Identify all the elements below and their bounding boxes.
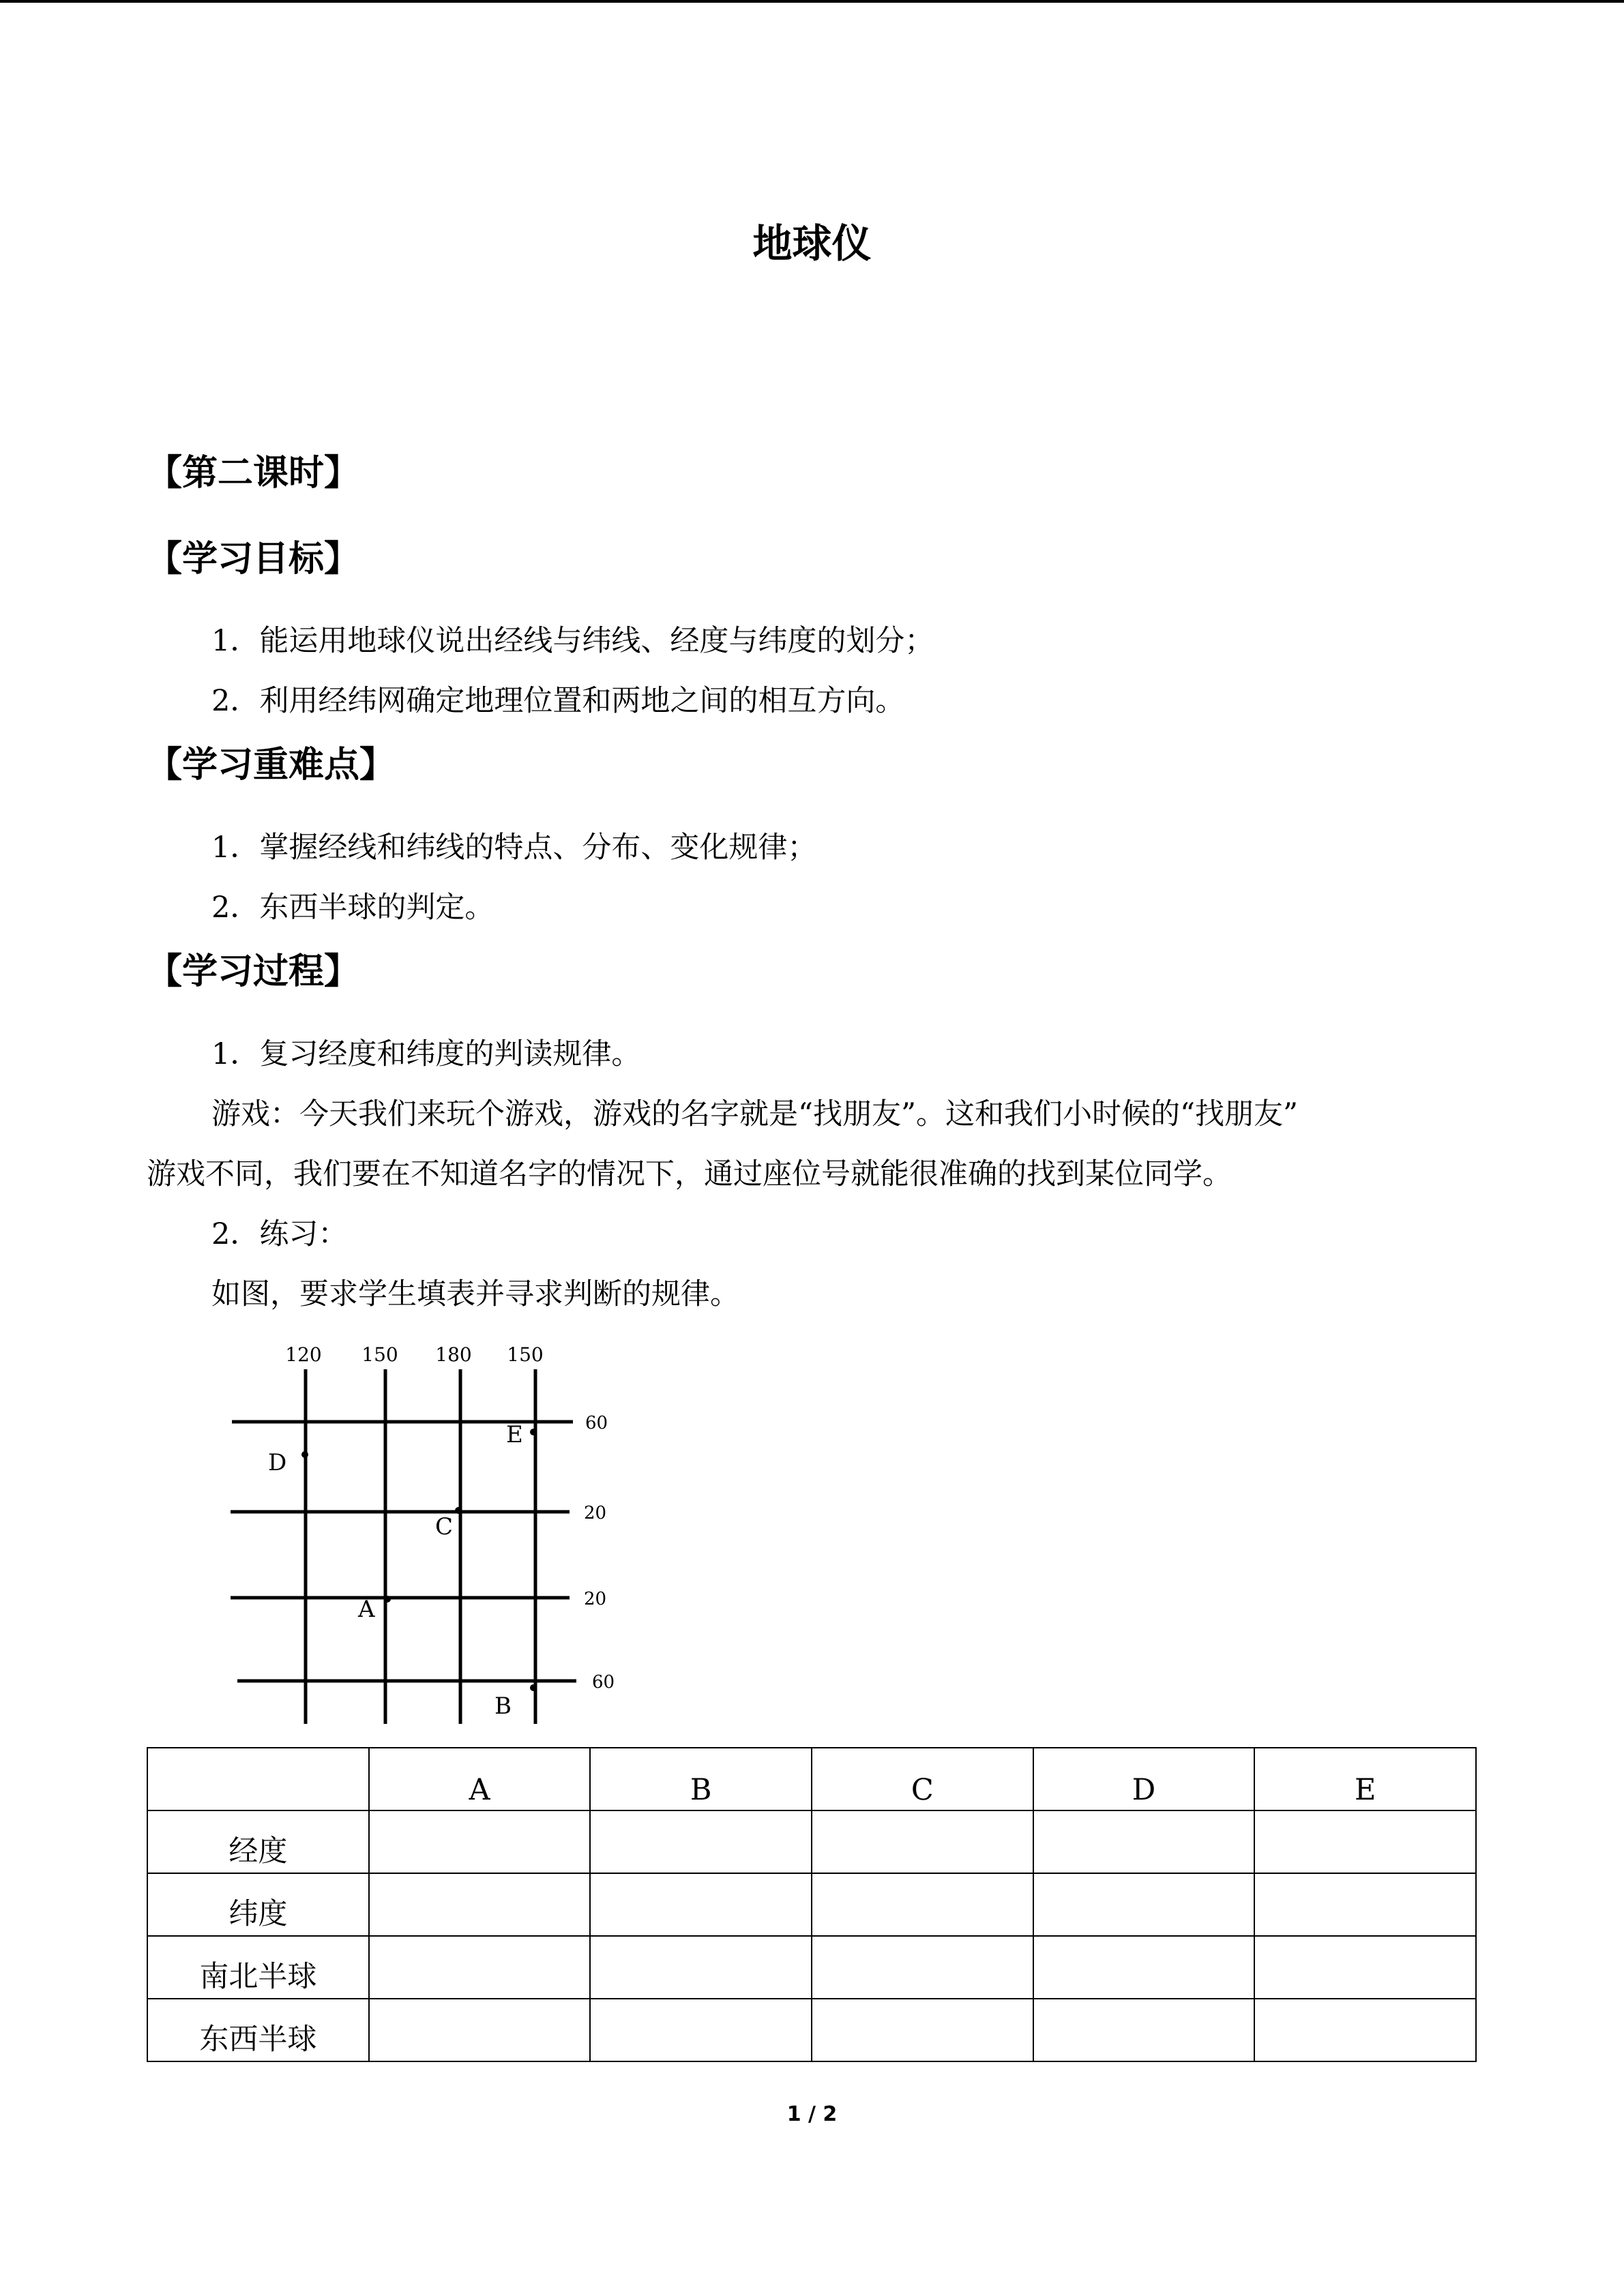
longitude-label: 150 bbox=[361, 1343, 398, 1366]
table-blank-cell[interactable] bbox=[1254, 1873, 1476, 1936]
table-row-label: 纬度 bbox=[147, 1873, 369, 1936]
table-blank-cell[interactable] bbox=[590, 1810, 812, 1873]
table-blank-cell[interactable] bbox=[1033, 1873, 1255, 1936]
table-blank-cell[interactable] bbox=[812, 1873, 1033, 1936]
table-corner-cell bbox=[147, 1748, 369, 1810]
key-point-item-2: 2．东西半球的判定。 bbox=[211, 891, 494, 925]
table-column-header: B bbox=[590, 1748, 812, 1810]
table-column-header: D bbox=[1033, 1748, 1255, 1810]
key-points-heading: 【学习重难点】 bbox=[147, 745, 396, 786]
table-blank-cell[interactable] bbox=[812, 1999, 1033, 2061]
page-number: 1 / 2 bbox=[786, 2102, 838, 2126]
table-blank-cell[interactable] bbox=[812, 1810, 1033, 1873]
table-column-header: C bbox=[812, 1748, 1033, 1810]
page-title: 地球仪 bbox=[752, 220, 872, 267]
point-marker-d bbox=[301, 1451, 308, 1458]
longitude-label: 180 bbox=[435, 1343, 472, 1366]
process-step-2: 2．练习： bbox=[211, 1217, 348, 1251]
objective-item-1: 1．能运用地球仪说出经线与纬线、经度与纬度的划分； bbox=[211, 624, 934, 658]
latitude-label: 20 bbox=[584, 1589, 607, 1609]
table-column-header: A bbox=[369, 1748, 591, 1810]
point-marker-a bbox=[384, 1596, 391, 1602]
page-top-border bbox=[0, 0, 1624, 3]
table-blank-cell[interactable] bbox=[590, 1873, 812, 1936]
game-description-line-2: 游戏不同，我们要在不知道名字的情况下，通过座位号就能很准确的找到某位同学。 bbox=[147, 1157, 1232, 1191]
table-blank-cell[interactable] bbox=[590, 1936, 812, 1999]
table-row-label: 东西半球 bbox=[147, 1999, 369, 2061]
point-label-b: B bbox=[494, 1693, 512, 1720]
process-step-1: 1．复习经度和纬度的判读规律。 bbox=[211, 1037, 641, 1071]
game-description-line-1: 游戏：今天我们来玩个游戏，游戏的名字就是“找朋友”。这和我们小时候的“找朋友” bbox=[211, 1097, 1298, 1131]
objective-item-2: 2．利用经纬网确定地理位置和两地之间的相互方向。 bbox=[211, 684, 905, 718]
exercise-instruction: 如图，要求学生填表并寻求判断的规律。 bbox=[211, 1277, 739, 1311]
point-marker-e bbox=[530, 1429, 537, 1435]
key-point-item-1: 1．掌握经线和纬线的特点、分布、变化规律； bbox=[211, 831, 817, 865]
objectives-heading: 【学习目标】 bbox=[147, 539, 360, 580]
process-heading: 【学习过程】 bbox=[147, 951, 360, 992]
latitude-label: 60 bbox=[592, 1672, 615, 1693]
point-label-d: D bbox=[268, 1449, 287, 1476]
table-blank-cell[interactable] bbox=[1033, 1810, 1255, 1873]
table-blank-cell[interactable] bbox=[812, 1936, 1033, 1999]
table-blank-cell[interactable] bbox=[1033, 1936, 1255, 1999]
point-marker-b bbox=[530, 1684, 537, 1691]
lat-long-grid-diagram bbox=[218, 1337, 641, 1732]
table-row bbox=[147, 1999, 1476, 2061]
longitude-label: 150 bbox=[507, 1343, 544, 1366]
point-label-a: A bbox=[358, 1596, 375, 1623]
table-row bbox=[147, 1873, 1476, 1936]
table-row-label: 经度 bbox=[147, 1810, 369, 1873]
table-blank-cell[interactable] bbox=[1254, 1999, 1476, 2061]
table-blank-cell[interactable] bbox=[1254, 1810, 1476, 1873]
table-row bbox=[147, 1810, 1476, 1873]
table-blank-cell[interactable] bbox=[369, 1999, 591, 2061]
table-blank-cell[interactable] bbox=[369, 1936, 591, 1999]
table-row bbox=[147, 1936, 1476, 1999]
point-marker-c bbox=[455, 1507, 462, 1514]
point-label-c: C bbox=[435, 1513, 454, 1540]
table-blank-cell[interactable] bbox=[1033, 1999, 1255, 2061]
table-blank-cell[interactable] bbox=[590, 1999, 812, 2061]
point-label-e: E bbox=[506, 1421, 523, 1448]
table-blank-cell[interactable] bbox=[369, 1873, 591, 1936]
fill-in-table bbox=[147, 1747, 1477, 2062]
table-blank-cell[interactable] bbox=[1254, 1936, 1476, 1999]
table-blank-cell[interactable] bbox=[369, 1810, 591, 1873]
longitude-label: 120 bbox=[285, 1343, 322, 1366]
table-row-label: 南北半球 bbox=[147, 1936, 369, 1999]
latitude-label: 20 bbox=[584, 1503, 607, 1523]
lesson-heading: 【第二课时】 bbox=[147, 453, 360, 494]
table-column-header: E bbox=[1254, 1748, 1476, 1810]
table-header-row bbox=[147, 1748, 1476, 1810]
latitude-label: 60 bbox=[585, 1413, 608, 1433]
